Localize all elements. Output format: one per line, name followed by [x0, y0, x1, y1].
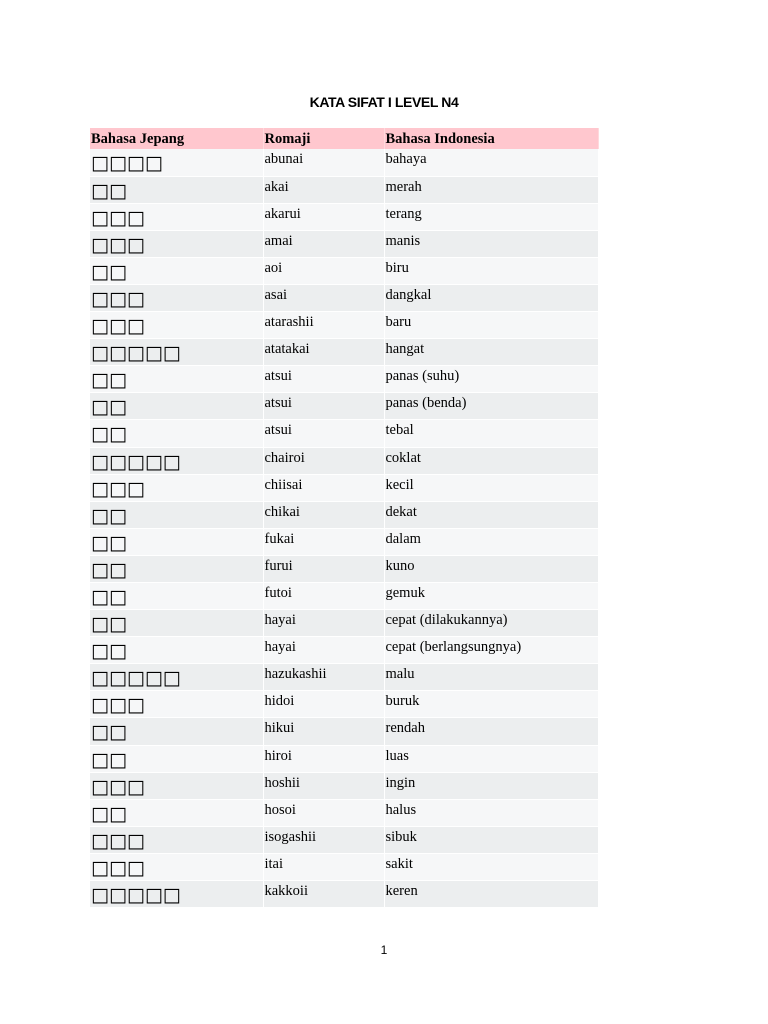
- indonesian-cell: dekat: [384, 501, 598, 528]
- indonesian-cell: keren: [384, 881, 598, 908]
- japanese-cell: □□: [90, 393, 263, 420]
- table-row: [90, 176, 598, 203]
- table-row: [90, 772, 598, 799]
- japanese-cell: □□□: [90, 772, 263, 799]
- header-bahasa-indonesia: Bahasa Indonesia: [384, 128, 598, 149]
- table-row: [90, 474, 598, 501]
- japanese-cell: □□: [90, 257, 263, 284]
- indonesian-cell: gemuk: [384, 583, 598, 610]
- indonesian-cell: bahaya: [384, 149, 598, 176]
- romaji-cell: hikui: [263, 718, 384, 745]
- romaji-cell: hidoi: [263, 691, 384, 718]
- table-row: [90, 637, 598, 664]
- header-bahasa-jepang: Bahasa Jepang: [90, 128, 263, 149]
- indonesian-cell: dalam: [384, 528, 598, 555]
- romaji-cell: chiisai: [263, 474, 384, 501]
- table-row: [90, 610, 598, 637]
- romaji-cell: hosoi: [263, 799, 384, 826]
- indonesian-cell: panas (benda): [384, 393, 598, 420]
- romaji-cell: hiroi: [263, 745, 384, 772]
- japanese-cell: □□: [90, 528, 263, 555]
- page-number: 1: [380, 943, 388, 957]
- romaji-cell: aoi: [263, 257, 384, 284]
- indonesian-cell: manis: [384, 230, 598, 257]
- indonesian-cell: merah: [384, 176, 598, 203]
- romaji-cell: kakkoii: [263, 881, 384, 908]
- table-row: [90, 799, 598, 826]
- table-header: [90, 128, 598, 149]
- japanese-cell: □□: [90, 610, 263, 637]
- vocabulary-table: [90, 128, 599, 908]
- table-row: [90, 149, 598, 176]
- table-row: [90, 826, 598, 853]
- indonesian-cell: terang: [384, 203, 598, 230]
- romaji-cell: isogashii: [263, 826, 384, 853]
- indonesian-cell: sakit: [384, 853, 598, 880]
- header-romaji: Romaji: [263, 128, 384, 149]
- romaji-cell: furui: [263, 555, 384, 582]
- table-row: [90, 691, 598, 718]
- indonesian-cell: panas (suhu): [384, 366, 598, 393]
- table-row: [90, 528, 598, 555]
- indonesian-cell: tebal: [384, 420, 598, 447]
- japanese-cell: □□□□: [90, 149, 263, 176]
- romaji-cell: futoi: [263, 583, 384, 610]
- japanese-cell: □□: [90, 745, 263, 772]
- romaji-cell: amai: [263, 230, 384, 257]
- indonesian-cell: ingin: [384, 772, 598, 799]
- romaji-cell: atsui: [263, 366, 384, 393]
- table-row: [90, 312, 598, 339]
- table-row: [90, 257, 598, 284]
- table-header-row: [90, 128, 598, 149]
- japanese-cell: □□□□□: [90, 339, 263, 366]
- romaji-cell: atatakai: [263, 339, 384, 366]
- indonesian-cell: biru: [384, 257, 598, 284]
- japanese-cell: □□: [90, 637, 263, 664]
- indonesian-cell: dangkal: [384, 284, 598, 311]
- romaji-cell: itai: [263, 853, 384, 880]
- table-row: [90, 718, 598, 745]
- japanese-cell: □□□: [90, 691, 263, 718]
- indonesian-cell: kecil: [384, 474, 598, 501]
- table-row: [90, 583, 598, 610]
- japanese-cell: □□□: [90, 284, 263, 311]
- romaji-cell: asai: [263, 284, 384, 311]
- table-row: [90, 393, 598, 420]
- romaji-cell: hoshii: [263, 772, 384, 799]
- indonesian-cell: baru: [384, 312, 598, 339]
- table-row: [90, 501, 598, 528]
- japanese-cell: □□□□□: [90, 664, 263, 691]
- indonesian-cell: hangat: [384, 339, 598, 366]
- indonesian-cell: coklat: [384, 447, 598, 474]
- table-row: [90, 555, 598, 582]
- indonesian-cell: buruk: [384, 691, 598, 718]
- romaji-cell: abunai: [263, 149, 384, 176]
- japanese-cell: □□: [90, 583, 263, 610]
- japanese-cell: □□: [90, 555, 263, 582]
- indonesian-cell: cepat (dilakukannya): [384, 610, 598, 637]
- japanese-cell: □□□: [90, 312, 263, 339]
- japanese-cell: □□: [90, 420, 263, 447]
- japanese-cell: □□: [90, 366, 263, 393]
- indonesian-cell: halus: [384, 799, 598, 826]
- romaji-cell: atarashii: [263, 312, 384, 339]
- table-row: [90, 230, 598, 257]
- table-row: [90, 420, 598, 447]
- indonesian-cell: malu: [384, 664, 598, 691]
- japanese-cell: □□: [90, 718, 263, 745]
- romaji-cell: atsui: [263, 420, 384, 447]
- table-row: [90, 203, 598, 230]
- romaji-cell: fukai: [263, 528, 384, 555]
- table-row: [90, 664, 598, 691]
- indonesian-cell: cepat (berlangsungnya): [384, 637, 598, 664]
- table-row: [90, 366, 598, 393]
- japanese-cell: □□: [90, 176, 263, 203]
- table-row: [90, 853, 598, 880]
- romaji-cell: hayai: [263, 610, 384, 637]
- japanese-cell: □□□: [90, 853, 263, 880]
- table-row: [90, 447, 598, 474]
- romaji-cell: atsui: [263, 393, 384, 420]
- table-row: [90, 745, 598, 772]
- japanese-cell: □□□: [90, 826, 263, 853]
- japanese-cell: □□□□□: [90, 881, 263, 908]
- japanese-cell: □□□: [90, 474, 263, 501]
- romaji-cell: chairoi: [263, 447, 384, 474]
- indonesian-cell: rendah: [384, 718, 598, 745]
- table-row: [90, 881, 598, 908]
- japanese-cell: □□□: [90, 230, 263, 257]
- table-body: [90, 149, 598, 908]
- romaji-cell: chikai: [263, 501, 384, 528]
- document-title: KATA SIFAT I LEVEL N4: [309, 94, 459, 110]
- romaji-cell: hayai: [263, 637, 384, 664]
- indonesian-cell: luas: [384, 745, 598, 772]
- romaji-cell: akarui: [263, 203, 384, 230]
- japanese-cell: □□: [90, 501, 263, 528]
- indonesian-cell: kuno: [384, 555, 598, 582]
- japanese-cell: □□□□□: [90, 447, 263, 474]
- japanese-cell: □□: [90, 799, 263, 826]
- romaji-cell: hazukashii: [263, 664, 384, 691]
- romaji-cell: akai: [263, 176, 384, 203]
- table-row: [90, 284, 598, 311]
- japanese-cell: □□□: [90, 203, 263, 230]
- indonesian-cell: sibuk: [384, 826, 598, 853]
- table-row: [90, 339, 598, 366]
